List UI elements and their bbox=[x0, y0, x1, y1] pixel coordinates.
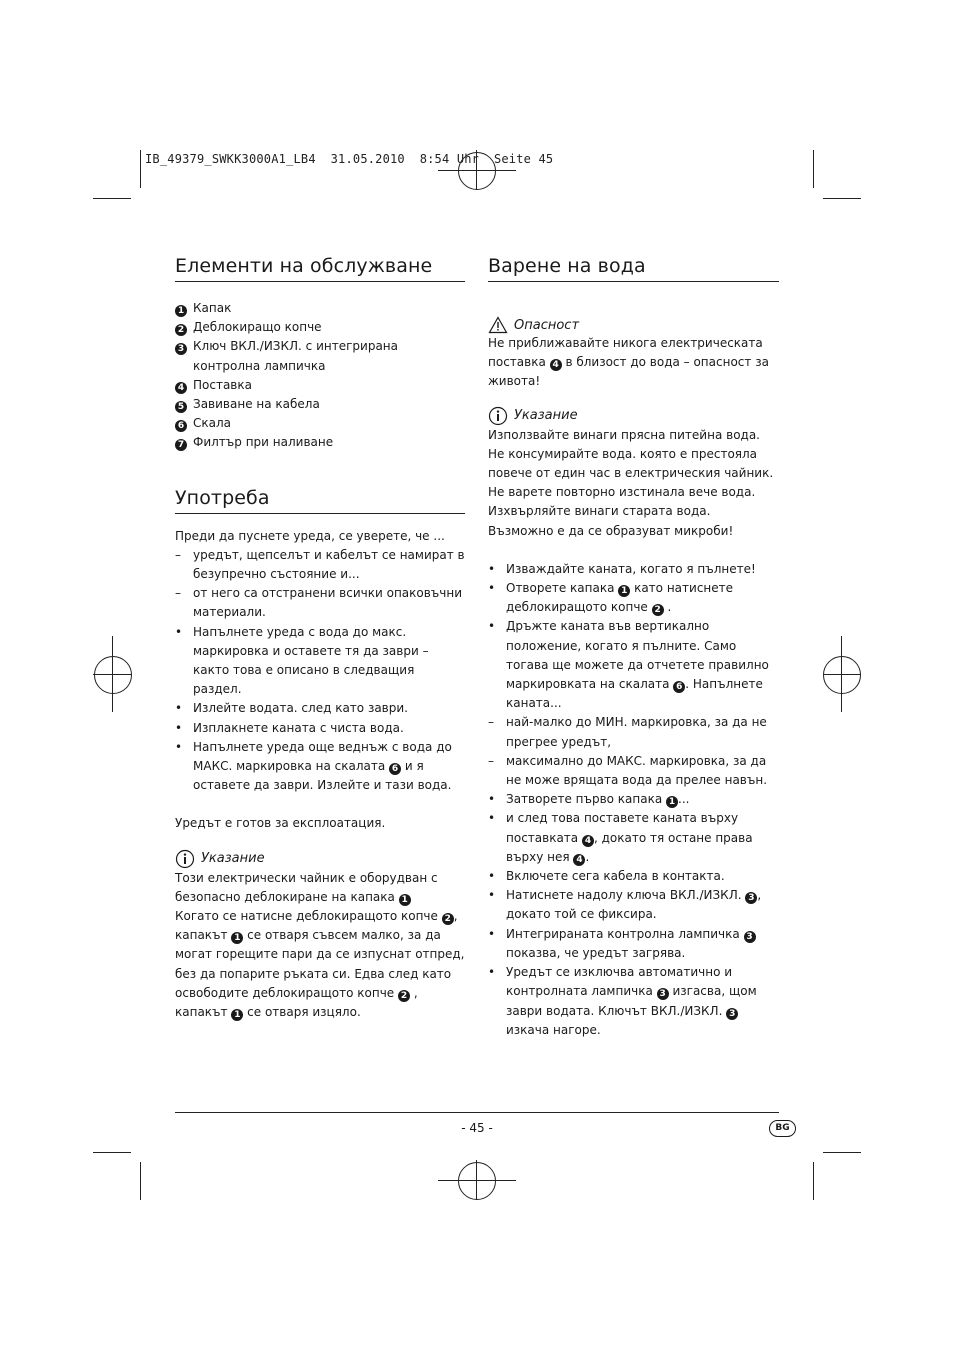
dash-marker: – bbox=[488, 715, 494, 730]
part-number-badge: 1 bbox=[231, 1009, 243, 1021]
part-number-badge: 2 bbox=[398, 990, 410, 1002]
bullet-marker: • bbox=[488, 811, 496, 826]
note-text: Този електрически чайник е оборудван с безопасно деблокиране на капака 1 Когато се натисне деблокиращото копче 2 , капакът 1 се отваря съвсем малко, за да могат горещите пари да се изпуснат отпред, без да попарите ръката си. Едва след като освободите деблокиращото копче 2 , капакът 1 се отваря изцяло. bbox=[175, 870, 465, 1021]
part-number-badge: 3 bbox=[745, 892, 757, 904]
bullet-marker: • bbox=[488, 619, 496, 634]
boiling-steps-list bbox=[488, 560, 779, 1040]
list-item: • Уредът се изключва автоматично и контролната лампичка 3 изгасва, щом заври водата. Ключът ВКЛ./ИЗКЛ. 3 изкача нагоре. bbox=[488, 965, 757, 1037]
list-item: • Изплакнете каната с чиста вода. bbox=[175, 719, 465, 738]
note-heading-right bbox=[488, 406, 779, 426]
usage-intro: Преди да пуснете уреда, се уверете, че ... bbox=[175, 528, 445, 543]
right-column bbox=[488, 255, 779, 1040]
language-badge: BG bbox=[769, 1120, 796, 1137]
part-number-badge: 1 bbox=[231, 932, 243, 944]
boiling-heading: Варене на вода bbox=[488, 255, 779, 282]
part-number-badge: 4 bbox=[582, 835, 594, 847]
list-item: • Включете сега кабела в контакта. bbox=[488, 867, 779, 886]
list-item: – уредът, щепселът и кабелът се намират в безупречно състояние и... bbox=[175, 547, 465, 582]
part-number-badge: 2 bbox=[442, 913, 454, 925]
left-column bbox=[175, 255, 465, 1022]
control-label: Поставка bbox=[193, 377, 252, 392]
part-number-badge: 1 bbox=[618, 585, 630, 597]
note-title: Указание bbox=[201, 851, 265, 867]
part-number-badge: 3 bbox=[744, 931, 756, 943]
dash-marker: – bbox=[175, 547, 181, 562]
list-item: – от него са отстранени всички опаковъчни материали. bbox=[175, 586, 463, 620]
part-number-badge: 5 bbox=[175, 401, 187, 413]
control-item bbox=[175, 433, 465, 452]
part-number-badge: 1 bbox=[666, 796, 678, 808]
bullet-marker: • bbox=[488, 792, 496, 807]
part-number-badge: 1 bbox=[399, 894, 411, 906]
control-label: Скала bbox=[193, 416, 232, 431]
list-item: • и след това поставете каната върху поставката 4 , докато тя остане права върху нея 4 . bbox=[488, 811, 753, 865]
list-item: • Отворете капака 1 като натиснете деблокиращото копче 2 . bbox=[488, 581, 734, 616]
controls-heading: Елементи на обслужване bbox=[175, 255, 465, 282]
bullet-marker: • bbox=[175, 720, 183, 735]
control-label: Капак bbox=[193, 301, 232, 315]
control-item bbox=[175, 395, 465, 414]
ready-text: Уредът е готов за експлоатация. bbox=[175, 816, 386, 831]
list-item: • Излейте водата. след като заври. bbox=[175, 699, 465, 718]
dash-marker: – bbox=[175, 586, 181, 601]
bullet-marker: • bbox=[175, 701, 183, 716]
controls-list bbox=[175, 299, 465, 453]
part-number-badge: 1 bbox=[175, 305, 187, 317]
control-item bbox=[175, 318, 465, 337]
note-text-right: Използвайте винаги прясна питейна вода. Не консумирайте вода. която е престояла повече от един час в електрическия чайник. Не варете повторно изстинала вече вода. Изхвърляйте винаги старата вода. Възможно е да се образуват микроби! bbox=[488, 427, 774, 538]
part-number-badge: 3 bbox=[726, 1008, 738, 1020]
part-number-badge: 6 bbox=[389, 763, 401, 775]
part-number-badge: 2 bbox=[175, 324, 187, 336]
control-label: Ключ ВКЛ./ИЗКЛ. с интегрирана контролна лампичка bbox=[193, 339, 398, 373]
bullet-marker: • bbox=[488, 965, 496, 980]
bullet-marker: • bbox=[488, 926, 496, 941]
danger-title: Опасност bbox=[514, 317, 580, 333]
list-item: • Напълнете уреда с вода до макс. маркировка и оставете тя да заври – както това е описано в следващия раздел. bbox=[175, 624, 429, 697]
bullet-marker: • bbox=[488, 869, 496, 884]
control-label: Деблокиращо копче bbox=[193, 320, 322, 335]
usage-list bbox=[175, 546, 465, 796]
dash-marker: – bbox=[488, 753, 494, 768]
footer-rule bbox=[175, 1112, 779, 1113]
bullet-marker: • bbox=[175, 624, 183, 639]
bullet-marker: • bbox=[488, 561, 496, 576]
control-item bbox=[175, 299, 465, 318]
control-item bbox=[175, 414, 465, 433]
part-number-badge: 4 bbox=[175, 382, 187, 394]
warning-icon bbox=[488, 316, 508, 334]
danger-heading bbox=[488, 316, 779, 334]
list-item: • Изваждайте каната, когато я пълнете! bbox=[488, 560, 779, 579]
page-number: - 45 - bbox=[461, 1121, 493, 1135]
part-number-badge: 3 bbox=[657, 988, 669, 1000]
note-heading bbox=[175, 849, 465, 869]
part-number-badge: 2 bbox=[652, 604, 664, 616]
note-title-right: Указание bbox=[514, 408, 578, 424]
part-number-badge: 3 bbox=[175, 343, 187, 355]
control-label: Завиване на кабела bbox=[193, 397, 320, 412]
list-item: • Интегрираната контролна лампичка 3 показва, че уредът загрява. bbox=[488, 925, 779, 963]
control-item bbox=[175, 337, 465, 375]
part-number-badge: 6 bbox=[673, 681, 685, 693]
control-label: Филтър при наливане bbox=[193, 435, 334, 450]
part-number-badge: 7 bbox=[175, 439, 187, 451]
control-item bbox=[175, 376, 465, 395]
list-item: • Затворете първо капака 1 ... bbox=[488, 790, 779, 809]
part-number-badge: 4 bbox=[573, 854, 585, 866]
list-item: – най-малко до МИН. маркировка, за да не прегрее уредът, bbox=[488, 715, 767, 749]
list-item: • Дръжте каната във вертикално положение, когато я пълните. Само тогава ще можете да отчетете правилно маркировката на скалата 6 . Напълнете каната... bbox=[488, 619, 769, 711]
print-slug: IB_49379_SWKK3000A1_LB4 31.05.2010 8:54 Uhr Seite 45 bbox=[145, 152, 554, 166]
info-icon bbox=[488, 406, 508, 426]
list-item: • Напълнете уреда още веднъж с вода до МАКС. маркировка на скалата 6 и я оставете да заври. Излейте и тази вода. bbox=[175, 739, 452, 793]
bullet-marker: • bbox=[488, 888, 496, 903]
usage-heading: Употреба bbox=[175, 487, 465, 514]
list-item: – максимално до МАКС. маркировка, за да не може врящата вода да прелее навън. bbox=[488, 753, 768, 788]
list-item: • Натиснете надолу ключа ВКЛ./ИЗКЛ. 3 , докато той се фиксира. bbox=[488, 888, 762, 922]
info-icon bbox=[175, 849, 195, 869]
danger-text: Не приближавайте никога електрическата поставка 4 в близост до вода – опасност за живота! bbox=[488, 336, 769, 389]
bullet-marker: • bbox=[488, 581, 496, 596]
part-number-badge: 4 bbox=[550, 359, 562, 371]
bullet-marker: • bbox=[175, 739, 183, 754]
part-number-badge: 6 bbox=[175, 420, 187, 432]
